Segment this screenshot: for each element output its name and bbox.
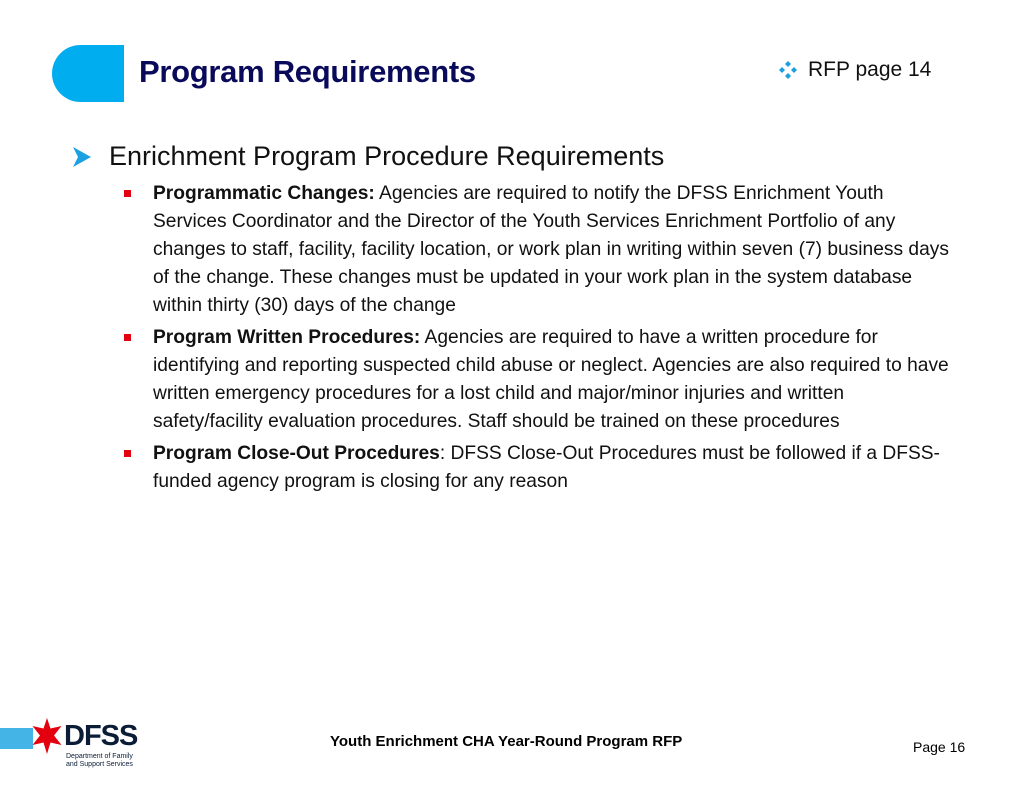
- bullet-text: Agencies are required to have a written procedure for identifying and reporting suspected child abuse or neglect. Agencies are also required to have written emergency procedures for a lost child and major/minor injuries and written safety/facility evaluation procedures. Staff should be trained on these procedures: [153, 327, 949, 432]
- section-heading: [73, 141, 664, 172]
- six-point-star-icon: [30, 718, 64, 754]
- bullet-label: Programmatic Changes:: [153, 183, 375, 204]
- diamond-cluster-icon: [778, 60, 798, 80]
- square-bullet-icon: [124, 334, 131, 341]
- bullet-text: : DFSS Close-Out Procedures must be followed if a DFSS-funded agency program is closing for any reason: [153, 443, 940, 492]
- title-accent-shape: [52, 45, 124, 102]
- page-number: Page 16: [913, 739, 966, 755]
- requirements-list: [124, 180, 954, 500]
- square-bullet-icon: [124, 450, 131, 457]
- square-bullet-icon: [124, 190, 131, 197]
- list-item: [124, 324, 954, 436]
- bullet-text: Agencies are required to notify the DFSS Enrichment Youth Services Coordinator and the Director of the Youth Services Enrichment Portfolio of any changes to staff, facility, facility location, or work plan in writing within seven (7) business days of the change. These changes must be updated in your work plan in the system database within thirty (30) days of the change: [153, 183, 949, 316]
- dfss-logo: [0, 718, 138, 770]
- rfp-reference: [778, 58, 931, 82]
- footer-title: Youth Enrichment CHA Year-Round Program RFP: [330, 733, 683, 750]
- arrow-bullet-icon: [73, 147, 91, 167]
- slide-title: Program Requirements: [139, 54, 476, 89]
- section-heading-text: Enrichment Program Procedure Requirements: [109, 141, 665, 171]
- logo-wordmark: DFSS: [64, 720, 138, 752]
- bullet-label: Program Written Procedures:: [153, 327, 421, 348]
- list-item: [124, 180, 954, 320]
- list-item: [124, 440, 954, 496]
- rfp-reference-text: RFP page 14: [808, 58, 932, 81]
- logo-subtext: Department of Family and Support Services: [66, 753, 133, 768]
- logo-blue-bar: [0, 728, 33, 749]
- bullet-label: Program Close-Out Procedures: [153, 443, 440, 464]
